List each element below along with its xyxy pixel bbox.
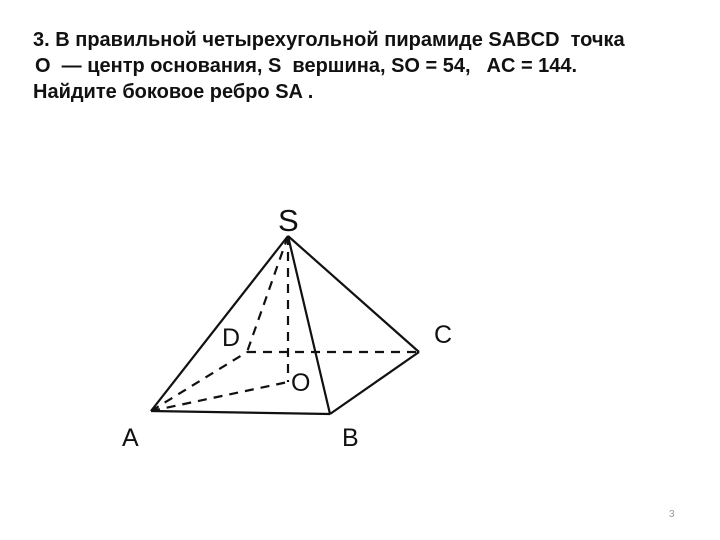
problem-line-3: Найдите боковое ребро SA .	[33, 81, 314, 103]
problem-line-1: 3. В правильной четырехугольной пирамиде SABCD точка	[33, 29, 625, 51]
edge-ad-hidden	[151, 352, 247, 411]
edge-sd-hidden	[247, 236, 288, 352]
edge-ab	[151, 411, 330, 414]
vertex-label-b: B	[342, 424, 359, 452]
edge-bc	[330, 352, 419, 414]
vertex-label-a: A	[122, 424, 139, 452]
edge-sa	[151, 236, 288, 411]
vertex-label-o: O	[291, 369, 311, 397]
vertex-label-d: D	[222, 324, 241, 352]
vertex-label-c: C	[434, 321, 453, 349]
edge-sc	[288, 236, 419, 352]
vertex-label-s: S	[278, 203, 299, 238]
problem-line-2: О — центр основания, S вершина, SO = 54, AC = 144.	[35, 55, 578, 77]
slide-number: 3	[669, 509, 675, 520]
